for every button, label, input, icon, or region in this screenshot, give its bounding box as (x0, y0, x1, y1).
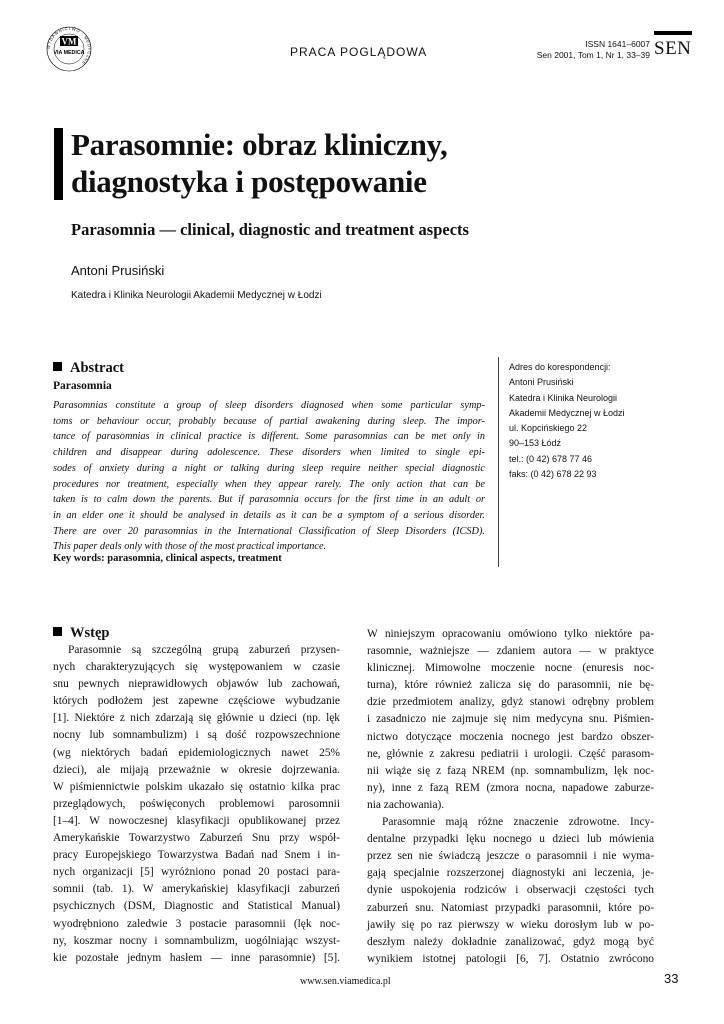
correspondence-line: Akademii Medycznej w Łodzi (509, 407, 625, 418)
abstract-line: sodes of anxiety during a night or talking during sleep require neither special diagnostic (53, 462, 485, 474)
body-line: rasomnie, ważniejsze — zdaniem autora — w praktyce (367, 645, 654, 658)
body-line: gają specjalnie rozszerzonej diagnostyki ani leczenia, je- (367, 867, 654, 880)
body-line: Parasomnie mają różne znaczenie zdrowotne. Incy- (382, 816, 654, 829)
article-subtitle: Parasomnia — clinical, diagnostic and treatment aspects (71, 220, 469, 239)
body-line: nych charakteryzujących się występowaniem w czasie (53, 661, 340, 674)
body-line: przez sen nie świadczą jeszcze o parasomnii i nie wyma- (367, 850, 654, 863)
title-bar (54, 128, 63, 200)
body-line: nocny lub somnambulizm) i są dość rozpowszechnione (53, 729, 340, 742)
body-line: W piśmiennictwie polskim ukazało się ostatnio kilka prac (53, 780, 340, 793)
correspondence-line: faks: (0 42) 678 22 93 (509, 469, 597, 480)
body-column-left (53, 642, 340, 967)
body-line: Amerykańskie Towarzystwo Zaburzeń Snu przy współ- (53, 832, 340, 845)
title-line: diagnostyka i postępowanie (71, 164, 427, 199)
body-line: i zasadniczo nie zajmuje się nim medycyna snu. Piśmien- (367, 713, 654, 726)
abstract-heading-label: Abstract (70, 360, 124, 376)
logo-ring-text: WYDAWNICTWO · MEDYCZNE · (45, 25, 93, 70)
body-line: ny), inne z fazą REM (zmora nocna, napadowe zaburze- (367, 781, 654, 794)
body-line: dynie uspokojenia rodziców i obserwacji częstości tych (367, 884, 654, 897)
title-line: Parasomnie: obraz kliniczny, (71, 127, 448, 162)
correspondence-line: 90–153 Łódź (509, 438, 562, 449)
journal-rule (654, 31, 692, 35)
journal-name: SEN (654, 38, 692, 59)
abstract-line: tance of parasomnias in clinical practice is different. Some parasomnias can be met only in (53, 431, 485, 443)
abstract-line: Parasomnias constitute a group of sleep disorders diagnosed when some particular symp- (53, 400, 485, 411)
abstract-body (53, 398, 485, 555)
body-line: Parasomnie są szczególną grupą zaburzeń przysen- (68, 644, 340, 656)
intro-heading (53, 625, 109, 642)
page-number: 33 (664, 971, 679, 986)
body-line: ny, koszmar nocny i somnambulizm, uogólniając wszyst- (53, 934, 340, 947)
body-line: dzie przedmiotem analizy, gdyż stanowi odrębny problem (367, 696, 654, 709)
body-line: nia zachowania). (367, 798, 445, 811)
body-line: jawiły się po raz pierwszy w wieku dorosłym lub w po- (367, 918, 654, 931)
svg-text:WYDAWNICTWO · MEDYCZNE · (46, 26, 92, 69)
abstract-line: This paper deals only with those of the most practical importance. (53, 541, 327, 553)
author-affiliation: Katedra i Klinika Neurologii Akademii Medycznej w Łodzi (71, 290, 322, 301)
body-line: nictwo dotyczące moczenia nocnego jest bardzo obszer- (367, 730, 654, 743)
body-line: pracy Europejskiego Towarzystwa Badań nad Snem i in- (53, 849, 340, 862)
abstract-line: There are over 20 parasomnias in the International Classification of Sleep Disorders (ICSD). (53, 525, 485, 537)
body-line: wyodrębniono zaledwie 3 postacie parasomnii (lęk noc- (53, 917, 340, 930)
body-line: (wg niektórych badań epidemiologicznych nawet 25% (53, 746, 340, 759)
body-line: somnii (tab. 1). W amerykańskiej klasyfikacji zaburzeń (53, 883, 340, 896)
correspondence-divider (498, 357, 499, 567)
issn: ISSN 1641–6007 (585, 39, 650, 49)
body-line: snu pewnych nieprawidłowych objawów lub zachowań, (53, 678, 340, 691)
body-line: [1]. Niektóre z nich zdarzają się głównie u dzieci (np. lęk (53, 712, 340, 725)
abstract-line: in an elder one it should be analysed in details as it can be a symptom of a serious disorder. (53, 509, 485, 521)
square-bullet-icon (53, 362, 62, 371)
body-line: psychicznych (DSM, Diagnostic and Statistical Manual) (53, 900, 340, 913)
abstract-heading (53, 360, 124, 377)
publisher-logo (40, 24, 98, 74)
journal-url[interactable]: www.sen.viamedica.pl (300, 976, 391, 987)
keywords: Key words: parasomnia, clinical aspects, treatment (53, 553, 282, 564)
body-line: dzieci), ale mijają przeważnie w okresie dojrzewania. (53, 763, 340, 776)
body-line: deszłym należy dokładnie zanalizować, gdyż mogą być (367, 935, 654, 948)
body-line: ne, głównie z zakresu pediatrii i urologii. Część parasom- (367, 747, 654, 760)
abstract-line: procedures nor treatment, especially when they appear rarely. The only action that can be (53, 478, 485, 490)
issn-block (500, 39, 650, 61)
body-line: wynikiem istotnej patologii [6, 7]. Ostatnio zwrócono (367, 952, 654, 965)
correspondence-line: ul. Kopcińskiego 22 (509, 423, 588, 434)
abstract-line: children and disappear during adolescence. These disorders when limited to single epi- (53, 447, 485, 459)
body-line: W niniejszym opracowaniu omówiono tylko niektóre pa- (367, 628, 654, 640)
correspondence-line: Adres do korespondencji: (509, 362, 611, 372)
correspondence-line: tel.: (0 42) 678 77 46 (509, 453, 593, 464)
body-column-right (367, 626, 654, 968)
correspondence-line: Antoni Prusiński (509, 377, 574, 388)
abstract-subheading: Parasomnia (53, 380, 112, 392)
correspondence-address (509, 360, 625, 482)
square-bullet-icon (53, 627, 62, 636)
svg-text:VM: VM (61, 36, 77, 47)
body-line: których podłożem jest zapewne częściowe wybudzanie (53, 695, 340, 708)
citation: Sen 2001, Tom 1, Nr 1, 33–39 (536, 50, 650, 60)
body-line: nych organizacji [5] wyróżniono ponad 20 postaci para- (53, 866, 340, 879)
body-line: [1–4]. W nowoczesnej klasyfikacji opublikowanej przez (53, 814, 340, 827)
body-line: kie pozostałe jednym hasłem — inne parasomnie) [5]. (53, 951, 340, 964)
body-line: przeglądowych, poświęconych problemowi parosomnii (53, 797, 340, 810)
abstract-line: toms or behaviour occur, probably because of partial awakening during sleep. The impor- (53, 415, 485, 427)
body-line: dentalne przypadki lęku nocnego u dzieci lub mówienia (367, 833, 654, 846)
body-line: zaburzeń snu. Natomiast przypadki parasomnii, które po- (367, 901, 654, 914)
correspondence-line: Katedra i Klinika Neurologii (509, 392, 618, 403)
section-label: PRACA POGLĄDOWA (290, 45, 428, 59)
intro-heading-label: Wstęp (70, 625, 110, 641)
body-line: nii wiąże się z fazą NREM (np. somnambulizm, lęk noc- (367, 764, 654, 777)
body-line: turna), które również zalicza się do parasomnii, nie bę- (367, 679, 654, 692)
logo-text: VIA MEDICA (53, 50, 85, 56)
abstract-line: taken is to calm down the parents. But if parasomnia occurs for the first time in an adult or (53, 494, 485, 506)
author-name: Antoni Prusiński (71, 263, 165, 278)
body-line: klinicznej. Mimowolne moczenie nocne (enuresis noc- (367, 662, 654, 675)
article-title (71, 126, 691, 200)
